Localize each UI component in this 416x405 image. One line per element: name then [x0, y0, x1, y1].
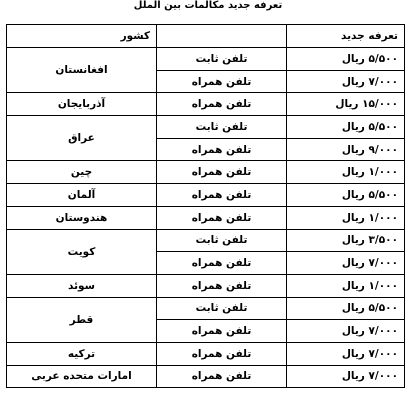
phone-type-cell: تلفن همراه — [157, 252, 287, 275]
rate-cell: ۱/۰۰۰ ریال — [287, 206, 405, 229]
table-row — [7, 161, 405, 184]
rate-cell: ۳/۵۰۰ ریال — [287, 229, 405, 252]
phone-type-cell: تلفن همراه — [157, 184, 287, 207]
rate-cell: ۵/۵۰۰ ریال — [287, 48, 405, 71]
phone-type-cell: تلفن ثابت — [157, 116, 287, 139]
document-title: تعرفه جدید مکالمات بین الملل — [133, 0, 283, 11]
rate-cell: ۷/۰۰۰ ریال — [287, 342, 405, 365]
country-cell: افغانستان — [7, 48, 157, 93]
country-cell: امارات متحده عربی — [7, 365, 157, 388]
table-row — [7, 229, 405, 252]
table-header-row — [7, 25, 405, 48]
tariff-table — [6, 24, 405, 388]
country-cell: چین — [7, 161, 157, 184]
table-body — [7, 48, 405, 388]
rate-cell: ۷/۰۰۰ ریال — [287, 320, 405, 343]
rate-cell: ۱۵/۰۰۰ ریال — [287, 93, 405, 116]
phone-type-cell: تلفن ثابت — [157, 229, 287, 252]
phone-type-cell: تلفن همراه — [157, 342, 287, 365]
country-cell: آلمان — [7, 184, 157, 207]
country-cell: سوئد — [7, 274, 157, 297]
phone-type-cell: تلفن همراه — [157, 206, 287, 229]
phone-type-cell: تلفن ثابت — [157, 48, 287, 71]
phone-type-cell: تلفن همراه — [157, 161, 287, 184]
phone-type-cell: تلفن همراه — [157, 365, 287, 388]
country-cell: کویت — [7, 229, 157, 274]
phone-type-cell: تلفن همراه — [157, 93, 287, 116]
rate-cell: ۱/۰۰۰ ریال — [287, 161, 405, 184]
rate-cell: ۹/۰۰۰ ریال — [287, 138, 405, 161]
header-blank — [157, 25, 287, 48]
country-cell: آذربایجان — [7, 93, 157, 116]
rate-cell: ۷/۰۰۰ ریال — [287, 252, 405, 275]
phone-type-cell: تلفن همراه — [157, 320, 287, 343]
country-cell: قطر — [7, 297, 157, 342]
rate-cell: ۱/۰۰۰ ریال — [287, 274, 405, 297]
phone-type-cell: تلفن ثابت — [157, 297, 287, 320]
table-row — [7, 93, 405, 116]
rate-cell: ۵/۵۰۰ ریال — [287, 184, 405, 207]
header-country: کشور — [7, 25, 157, 48]
country-cell: ترکیه — [7, 342, 157, 365]
table-row — [7, 365, 405, 388]
header-new-tariff: تعرفه جدید — [287, 25, 405, 48]
table-row — [7, 184, 405, 207]
table-row — [7, 342, 405, 365]
phone-type-cell: تلفن همراه — [157, 274, 287, 297]
rate-cell: ۵/۵۰۰ ریال — [287, 297, 405, 320]
table-row — [7, 297, 405, 320]
phone-type-cell: تلفن همراه — [157, 138, 287, 161]
rate-cell: ۷/۰۰۰ ریال — [287, 70, 405, 93]
table-row — [7, 206, 405, 229]
country-cell: هندوستان — [7, 206, 157, 229]
table-row — [7, 116, 405, 139]
rate-cell: ۷/۰۰۰ ریال — [287, 365, 405, 388]
country-cell: عراق — [7, 116, 157, 161]
table-row — [7, 274, 405, 297]
phone-type-cell: تلفن همراه — [157, 70, 287, 93]
table-row — [7, 48, 405, 71]
rate-cell: ۵/۵۰۰ ریال — [287, 116, 405, 139]
